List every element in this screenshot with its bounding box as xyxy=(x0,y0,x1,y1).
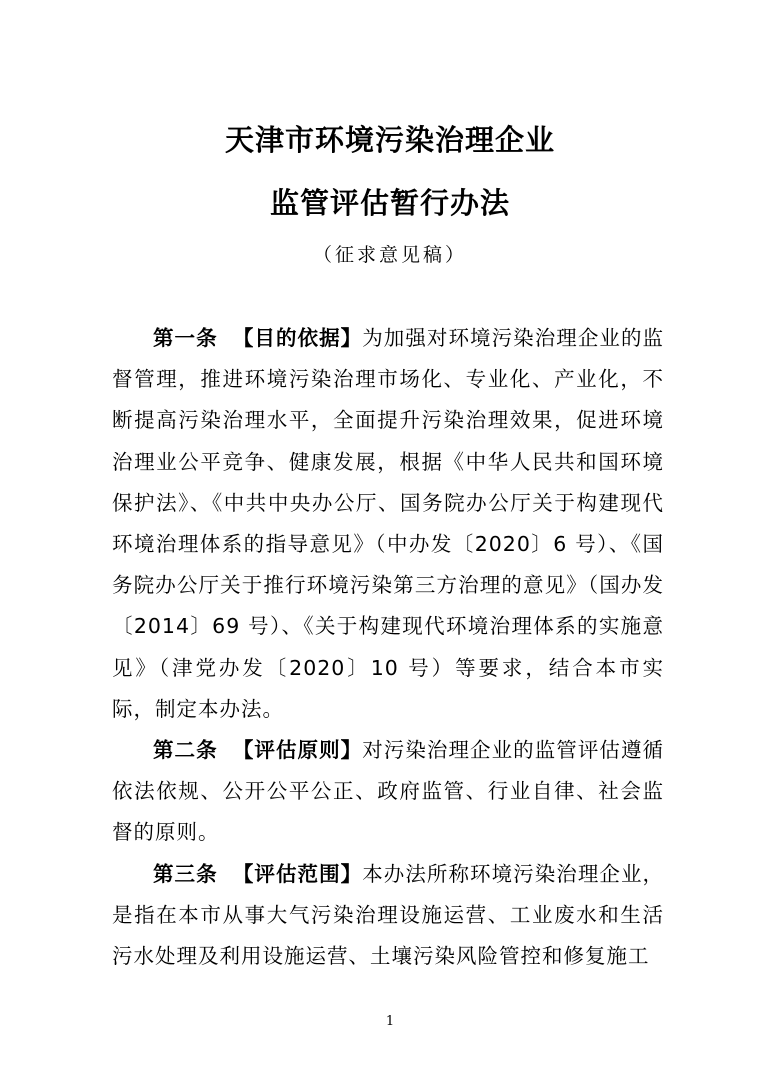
document-subtitle: （征求意见稿） xyxy=(312,244,467,266)
article-3-text: 本办法所称环境污染治理企业，是指在本市从事大气污染治理设施运营、工业废水和生活污水处理及利用设施运营、土壤污染风险管控和修复施工 xyxy=(112,861,665,969)
document-body xyxy=(112,318,664,977)
article-2 xyxy=(112,730,664,854)
article-2-text: 对污染治理企业的监管评估遵循依法依规、公开公平公正、政府监管、行业自律、社会监督的原则。 xyxy=(112,738,665,845)
article-2-tag: 【评估原则】 xyxy=(232,738,363,763)
article-2-label: 第二条 xyxy=(153,738,218,763)
document-title-line-1: 天津市环境污染治理企业 xyxy=(224,123,555,157)
article-3-tag: 【评估范围】 xyxy=(232,861,363,886)
article-1 xyxy=(112,318,664,730)
article-1-text: 为加强对环境污染治理企业的监督管理，推进环境污染治理市场化、专业化、产业化，不断提高污染治理水平，全面提升污染治理效果，促进环境治理业公平竞争、健康发展，根据《中华人民共和国环境保护法》、《中共中央办公厅、国务院办公厅关于构建现代环境治理体系的指导意见》（中办发〔2020〕6 号）、《国务院办公厅关于推行环境污染第三方治理的意见》（国办发〔2014〕69 号）、《关于构建现代环境治理体系的实施意见》（津党办发〔2020〕10 号）等要求，结合本市实际，制定本办法。 xyxy=(112,326,665,721)
article-3 xyxy=(112,854,664,978)
document-title-line-2: 监管评估暂行办法 xyxy=(269,186,510,220)
page-number: 1 xyxy=(385,1014,395,1029)
article-1-tag: 【目的依据】 xyxy=(232,326,363,350)
article-1-label: 第一条 xyxy=(153,326,218,350)
article-3-label: 第三条 xyxy=(153,861,218,886)
